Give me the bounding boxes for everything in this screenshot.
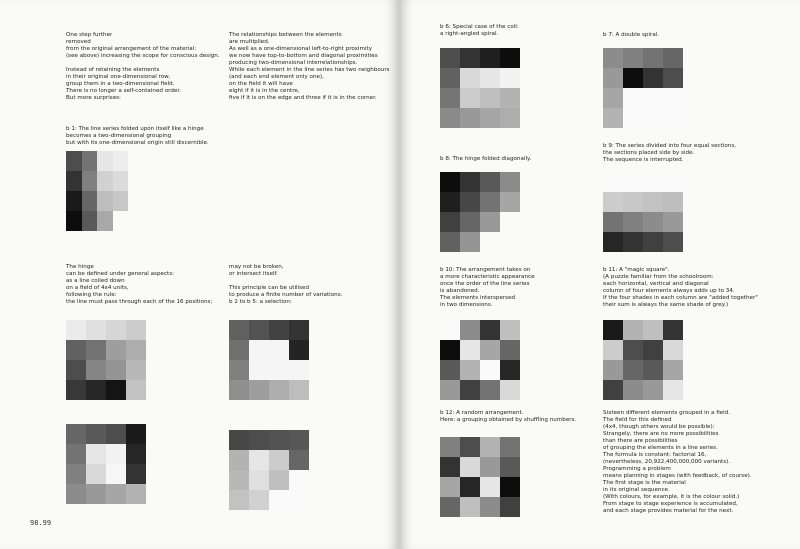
figure-b9 xyxy=(603,172,683,252)
sixteen-text xyxy=(603,410,752,515)
grid-cell xyxy=(480,477,500,497)
figure-b10 xyxy=(440,320,520,400)
b7-caption xyxy=(603,32,659,39)
grid-cell xyxy=(126,380,146,400)
grid-cell xyxy=(269,490,289,510)
grid-cell xyxy=(249,490,269,510)
grid-cell xyxy=(106,340,126,360)
grid-cell xyxy=(229,360,249,380)
grid-cell xyxy=(66,380,86,400)
grid-cell xyxy=(460,232,480,252)
grid-cell xyxy=(460,380,480,400)
grid-cell xyxy=(86,444,106,464)
grid-cell xyxy=(440,192,460,212)
intro-text xyxy=(66,32,220,102)
grid-cell xyxy=(229,490,249,510)
text-line: their sum is always the same shade of grey.) xyxy=(603,302,729,308)
text-line: b 10: The arrangement takes on xyxy=(440,267,531,273)
b9-caption xyxy=(603,143,736,164)
grid-cell xyxy=(480,360,500,380)
grid-cell xyxy=(663,88,683,108)
text-line: b 6: Special case of the coil: xyxy=(440,24,519,30)
grid-cell xyxy=(663,212,683,232)
grid-cell xyxy=(66,191,82,211)
grid-cell xyxy=(500,192,520,212)
grid-cell xyxy=(66,464,86,484)
text-line: on the field it will have xyxy=(229,81,293,87)
grid-cell xyxy=(480,380,500,400)
grid-cell xyxy=(480,457,500,477)
grid-cell xyxy=(97,171,113,191)
text-line: five if it is on the edge and three if it is in the corner. xyxy=(229,95,377,101)
figure-b11 xyxy=(603,320,683,400)
grid-cell xyxy=(460,497,480,517)
text-line: (With colours, for example, it is the colour solid.) xyxy=(603,494,740,500)
grid-cell xyxy=(643,68,663,88)
text-line: If the four shades in each column are "added together" xyxy=(603,295,758,301)
text-line: the sections placed side by side. xyxy=(603,150,695,156)
text-line: once the order of the line series xyxy=(440,281,530,287)
grid-cell xyxy=(249,380,269,400)
grid-cell xyxy=(460,360,480,380)
grid-cell xyxy=(66,340,86,360)
text-line: b 12: A random arrangement. xyxy=(440,410,524,416)
grid-cell xyxy=(440,108,460,128)
grid-cell xyxy=(82,171,98,191)
grid-cell xyxy=(500,232,520,252)
grid-cell xyxy=(480,48,500,68)
text-line: (4x4, though others would be possible): xyxy=(603,424,715,430)
figure-b3 xyxy=(229,320,309,400)
grid-cell xyxy=(500,380,520,400)
text-line: b 2 to b 5: a selection: xyxy=(229,299,292,305)
grid-cell xyxy=(460,88,480,108)
grid-cell xyxy=(663,360,683,380)
grid-cell xyxy=(663,380,683,400)
grid-cell xyxy=(289,320,309,340)
grid-cell xyxy=(66,424,86,444)
grid-cell xyxy=(603,68,623,88)
grid-cell xyxy=(249,450,269,470)
grid-cell xyxy=(97,211,113,231)
book-gutter xyxy=(397,0,401,549)
text-line: of grouping the elements in a line series. xyxy=(603,445,718,451)
grid-cell xyxy=(460,457,480,477)
grid-cell xyxy=(500,320,520,340)
text-line: But more surprises: xyxy=(66,95,121,101)
grid-cell xyxy=(623,192,643,212)
grid-cell xyxy=(106,360,126,380)
grid-cell xyxy=(643,108,663,128)
grid-cell xyxy=(663,340,683,360)
grid-cell xyxy=(440,437,460,457)
grid-cell xyxy=(603,212,623,232)
grid-cell xyxy=(126,464,146,484)
grid-cell xyxy=(106,380,126,400)
grid-cell xyxy=(440,320,460,340)
grid-cell xyxy=(500,497,520,517)
grid-cell xyxy=(249,340,269,360)
text-line: and each stage provides material for the next. xyxy=(603,508,734,514)
grid-cell xyxy=(603,172,623,192)
text-line: (and each end element only one), xyxy=(229,74,324,80)
grid-cell xyxy=(623,212,643,232)
figure-b8 xyxy=(440,172,520,252)
text-line: One step further xyxy=(66,32,113,38)
grid-cell xyxy=(480,172,500,192)
grid-cell xyxy=(460,477,480,497)
grid-cell xyxy=(663,48,683,68)
grid-cell xyxy=(126,484,146,504)
grid-cell xyxy=(440,477,460,497)
grid-cell xyxy=(440,212,460,232)
grid-cell xyxy=(106,444,126,464)
hinge-text xyxy=(66,264,212,306)
grid-cell xyxy=(663,108,683,128)
grid-cell xyxy=(480,232,500,252)
grid-cell xyxy=(249,470,269,490)
grid-cell xyxy=(643,232,663,252)
figure-b6 xyxy=(440,48,520,128)
grid-cell xyxy=(126,424,146,444)
grid-cell xyxy=(500,340,520,360)
grid-cell xyxy=(500,88,520,108)
grid-cell xyxy=(500,437,520,457)
figure-b5 xyxy=(229,430,309,510)
grid-cell xyxy=(269,360,289,380)
grid-cell xyxy=(106,464,126,484)
grid-cell xyxy=(86,464,106,484)
figure-b4 xyxy=(66,424,146,504)
grid-cell xyxy=(86,340,106,360)
grid-cell xyxy=(440,360,460,380)
text-line: to produce a finite number of variations. xyxy=(229,292,343,298)
text-line: The sequence is interrupted. xyxy=(603,157,684,163)
relations-text xyxy=(229,32,390,102)
grid-cell xyxy=(663,192,683,212)
grid-cell xyxy=(126,444,146,464)
grid-cell xyxy=(440,232,460,252)
grid-cell xyxy=(106,320,126,340)
text-line: than there are possibilities xyxy=(603,438,678,444)
text-line: following the rule: xyxy=(66,292,117,298)
grid-cell xyxy=(229,430,249,450)
grid-cell xyxy=(663,232,683,252)
text-line: Sixteen different elements grouped in a field. xyxy=(603,410,731,416)
grid-cell xyxy=(86,424,106,444)
grid-cell xyxy=(460,48,480,68)
grid-cell xyxy=(623,108,643,128)
grid-cell xyxy=(480,192,500,212)
grid-cell xyxy=(500,48,520,68)
text-line: From stage to stage experience is accumulated, xyxy=(603,501,738,507)
grid-cell xyxy=(623,88,643,108)
grid-cell xyxy=(460,68,480,88)
grid-cell xyxy=(643,88,663,108)
grid-cell xyxy=(460,172,480,192)
grid-cell xyxy=(113,191,129,211)
grid-cell xyxy=(66,171,82,191)
grid-cell xyxy=(623,48,643,68)
grid-cell xyxy=(106,484,126,504)
grid-cell xyxy=(623,320,643,340)
grid-cell xyxy=(66,444,86,464)
grid-cell xyxy=(113,211,129,231)
grid-cell xyxy=(480,340,500,360)
grid-cell xyxy=(603,88,623,108)
grid-cell xyxy=(66,484,86,504)
text-line: can be defined under general aspects: xyxy=(66,271,175,277)
text-line: b 7: A double spiral. xyxy=(603,32,660,38)
text-line: may not be broken, xyxy=(229,264,284,270)
grid-cell xyxy=(249,320,269,340)
grid-cell xyxy=(643,320,663,340)
grid-cell xyxy=(82,191,98,211)
grid-cell xyxy=(440,172,460,192)
text-line: (A puzzle familiar from the schoolroom: xyxy=(603,274,714,280)
grid-cell xyxy=(643,212,663,232)
text-line: eight if it is in the centre, xyxy=(229,88,300,94)
grid-cell xyxy=(500,477,520,497)
text-line: a more characteristic appearance xyxy=(440,274,535,280)
text-line: b 1: The line series folded upon itself like a hinge xyxy=(66,126,204,132)
text-line: b 11: A "magic square". xyxy=(603,267,670,273)
grid-cell xyxy=(440,340,460,360)
grid-cell xyxy=(480,88,500,108)
grid-cell xyxy=(289,380,309,400)
grid-cell xyxy=(66,320,86,340)
grid-cell xyxy=(623,380,643,400)
text-line: becomes a two-dimensional grouping xyxy=(66,133,172,139)
b11-caption xyxy=(603,267,758,309)
grid-cell xyxy=(460,437,480,457)
text-line: As well as a one-dimensional left-to-right proximity xyxy=(229,46,372,52)
grid-cell xyxy=(460,340,480,360)
grid-cell xyxy=(603,360,623,380)
grid-cell xyxy=(86,484,106,504)
grid-cell xyxy=(269,450,289,470)
text-line: but with its one-dimensional origin still discernible. xyxy=(66,140,209,146)
grid-cell xyxy=(440,48,460,68)
text-line: The formula is constant: factorial 16, xyxy=(603,452,707,458)
text-line: column of four elements always adds up to 34. xyxy=(603,288,735,294)
text-line: Here: a grouping obtained by shuffling numbers. xyxy=(440,417,577,423)
may-not-text xyxy=(229,264,342,306)
grid-cell xyxy=(603,232,623,252)
grid-cell xyxy=(289,430,309,450)
grid-cell xyxy=(97,191,113,211)
figure-b2 xyxy=(66,320,146,400)
text-line: the line must pass through each of the 16 positions; xyxy=(66,299,213,305)
grid-cell xyxy=(289,340,309,360)
b12-caption xyxy=(440,410,576,424)
grid-cell xyxy=(623,172,643,192)
b1-caption xyxy=(66,126,209,147)
grid-cell xyxy=(440,88,460,108)
text-line: producing two-dimensional interrelationships. xyxy=(229,60,358,66)
grid-cell xyxy=(126,320,146,340)
grid-cell xyxy=(603,108,623,128)
page-number: 98.99 xyxy=(30,519,52,527)
grid-cell xyxy=(289,490,309,510)
text-line: or intersect itself. xyxy=(229,271,278,277)
grid-cell xyxy=(229,450,249,470)
grid-cell xyxy=(66,360,86,380)
grid-cell xyxy=(269,430,289,450)
grid-cell xyxy=(623,360,643,380)
grid-cell xyxy=(623,340,643,360)
text-line: The field for this defined xyxy=(603,417,672,423)
grid-cell xyxy=(86,320,106,340)
text-line: on a field of 4x4 units, xyxy=(66,285,129,291)
grid-cell xyxy=(500,457,520,477)
grid-cell xyxy=(663,320,683,340)
grid-cell xyxy=(500,68,520,88)
grid-cell xyxy=(603,340,623,360)
figure-b7 xyxy=(603,48,683,128)
grid-cell xyxy=(603,48,623,68)
text-line: The hinge xyxy=(66,264,94,270)
grid-cell xyxy=(480,108,500,128)
text-line: group them in a two-dimensional field. xyxy=(66,81,175,87)
grid-cell xyxy=(480,68,500,88)
grid-cell xyxy=(289,450,309,470)
text-line: a right-angled spiral. xyxy=(440,31,499,37)
grid-cell xyxy=(229,320,249,340)
grid-cell xyxy=(643,192,663,212)
grid-cell xyxy=(460,212,480,232)
grid-cell xyxy=(500,108,520,128)
text-line: The first stage is the material xyxy=(603,480,686,486)
figure-b12 xyxy=(440,437,520,517)
grid-cell xyxy=(86,380,106,400)
grid-cell xyxy=(86,360,106,380)
grid-cell xyxy=(623,68,643,88)
grid-cell xyxy=(480,497,500,517)
text-line: removed xyxy=(66,39,91,45)
grid-cell xyxy=(440,457,460,477)
grid-cell xyxy=(106,424,126,444)
text-line: we now have top-to-bottom and diagonal proximities xyxy=(229,53,378,59)
text-line xyxy=(229,278,342,285)
grid-cell xyxy=(500,212,520,232)
grid-cell xyxy=(113,151,129,171)
grid-cell xyxy=(643,360,663,380)
grid-cell xyxy=(603,380,623,400)
text-line: Strangely, there are no more possibilities xyxy=(603,431,719,437)
b6-caption xyxy=(440,24,519,38)
grid-cell xyxy=(460,108,480,128)
text-line: in two dimensions. xyxy=(440,302,493,308)
grid-cell xyxy=(440,497,460,517)
grid-cell xyxy=(460,320,480,340)
grid-cell xyxy=(663,68,683,88)
grid-cell xyxy=(480,437,500,457)
text-line: as a line coiled down xyxy=(66,278,125,284)
grid-cell xyxy=(269,470,289,490)
text-line: (nevertheless, 20,922,400,000,000 variants). xyxy=(603,459,731,465)
grid-cell xyxy=(440,68,460,88)
grid-cell xyxy=(500,360,520,380)
b10-caption xyxy=(440,267,535,309)
text-line: Instead of retaining the elements xyxy=(66,67,160,73)
grid-cell xyxy=(249,360,269,380)
text-line: b 9: The series divided into four equal sections, xyxy=(603,143,737,149)
grid-cell xyxy=(126,360,146,380)
text-line: The elements interspersed xyxy=(440,295,516,301)
grid-cell xyxy=(663,172,683,192)
grid-cell xyxy=(66,151,82,171)
grid-cell xyxy=(269,320,289,340)
text-line xyxy=(66,60,220,67)
text-line: Programming a problem xyxy=(603,466,671,472)
text-line: This principle can be utilised xyxy=(229,285,310,291)
grid-cell xyxy=(643,380,663,400)
grid-cell xyxy=(229,470,249,490)
grid-cell xyxy=(249,430,269,450)
grid-cell xyxy=(113,171,129,191)
grid-cell xyxy=(480,320,500,340)
grid-cell xyxy=(229,380,249,400)
text-line: There is no longer a self-contained order. xyxy=(66,88,181,94)
grid-cell xyxy=(269,340,289,360)
grid-cell xyxy=(229,340,249,360)
grid-cell xyxy=(603,192,623,212)
text-line: (see above) increasing the scope for conscious design. xyxy=(66,53,220,59)
grid-cell xyxy=(126,340,146,360)
grid-cell xyxy=(643,340,663,360)
grid-cell xyxy=(623,232,643,252)
grid-cell xyxy=(289,360,309,380)
grid-cell xyxy=(460,192,480,212)
b8-caption xyxy=(440,156,531,163)
text-line: While each element in the line series has two neighbours xyxy=(229,67,390,73)
text-line: in their original one-dimensional row, xyxy=(66,74,171,80)
text-line: in its original sequence. xyxy=(603,487,670,493)
grid-cell xyxy=(440,380,460,400)
text-line: The relationships between the elements xyxy=(229,32,342,38)
text-line: means planning in stages (with feedback, of course). xyxy=(603,473,752,479)
text-line: from the original arrangement of the material: xyxy=(66,46,197,52)
text-line: each horizontal, vertical and diagonal xyxy=(603,281,709,287)
figure-b1 xyxy=(66,151,128,231)
grid-cell xyxy=(289,470,309,490)
grid-cell xyxy=(97,151,113,171)
text-line: is abandoned. xyxy=(440,288,480,294)
grid-cell xyxy=(643,172,663,192)
grid-cell xyxy=(269,380,289,400)
grid-cell xyxy=(66,211,82,231)
grid-cell xyxy=(480,212,500,232)
grid-cell xyxy=(82,211,98,231)
text-line: b 8: The hinge folded diagonally. xyxy=(440,156,532,162)
grid-cell xyxy=(643,48,663,68)
grid-cell xyxy=(82,151,98,171)
grid-cell xyxy=(500,172,520,192)
text-line: are multiplied. xyxy=(229,39,270,45)
grid-cell xyxy=(603,320,623,340)
